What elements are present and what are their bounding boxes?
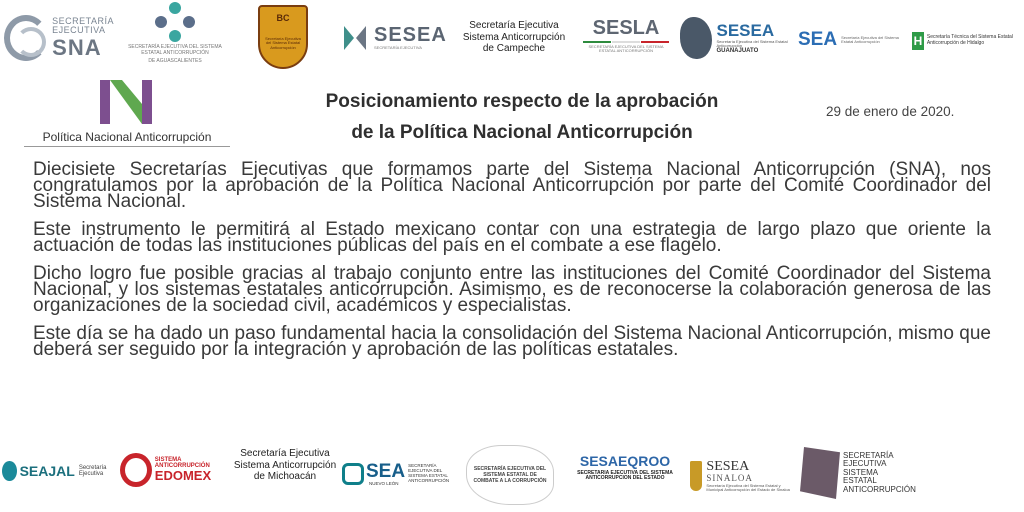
seajal-circle-icon	[2, 461, 17, 481]
title-line2: de la Política Nacional Anticorrupción	[351, 122, 693, 143]
hidalgo-logo	[912, 24, 1022, 58]
paragraph-3: Dicho logro fue posible gracias al trabajo conjunto entre las instituciones del Comité Coordinador del Sistema Nacional, y los sistemas estatales anticorrupción. Asimismo, es de reconocerse la colaboración generosa de las organizaciones de la sociedad civil, académicos y especialistas.	[33, 263, 991, 316]
guanajuato-acronym: SESEA	[716, 20, 775, 40]
sna-line1: SECRETARÍA	[52, 16, 114, 27]
baja-california-logo	[258, 4, 308, 70]
sea-logo	[798, 24, 908, 56]
aguascalientes-state: DE AGUASCALIENTES	[148, 58, 202, 64]
edomex-line1: SISTEMA ANTICORRUPCIÓN	[154, 456, 210, 470]
bc-emblem: BC	[276, 13, 290, 23]
guanajuato-state: GUANAJUATO	[716, 47, 759, 54]
guanajuato-logo	[680, 12, 792, 64]
sesea-logo	[340, 18, 450, 58]
bottom-logo-row	[0, 440, 1024, 512]
sesea-caption: SECRETARÍA EJECUTIVA	[374, 45, 422, 51]
qroo-acronym: SESAEQROO	[579, 453, 671, 469]
sinaloa-caption: Secretaría Ejecutiva del Sistema Estatal y Municipal Anticorrupción del Estado de Sinaloa	[706, 482, 790, 493]
se-sea-logo	[800, 444, 918, 502]
paragraph-4: Este día se ha dado un paso fundamental hacia la consolidación del Sistema Nacional Anticorrupción, mismo que deberá ser seguido por la integración y aprobación de las políticas estatales.	[33, 323, 991, 360]
edomex-line2: EDOMEX	[154, 468, 212, 484]
guanajuato-caption: Secretaría Ejecutiva del Sistema Estatal Anticorrupción	[716, 38, 788, 48]
queretaro-text: SECRETARÍA EJECUTIVA DEL SISTEMA ESTATAL DE COMBATE A LA CORRUPCIÓN	[466, 445, 554, 505]
sesla-acronym: SESLA	[592, 17, 660, 39]
aguascalientes-caption: SECRETARÍA EJECUTIVA DEL SISTEMA ESTATAL ANTICORRUPCIÓN	[128, 44, 222, 56]
hidalgo-h-icon: H	[913, 34, 923, 48]
se-sea-line5: ANTICORRUPCIÓN	[843, 484, 916, 494]
people-circle-icon	[155, 2, 195, 42]
sea-acronym: SEA	[798, 29, 838, 51]
edomex-logo	[120, 450, 230, 490]
sinaloa-state: SINALOA	[706, 473, 753, 484]
nl-caption: SECRETARÍA EJECUTIVA DEL SISTEMA ESTATAL ANTICORRUPCIÓN	[408, 463, 450, 483]
nuevo-leon-logo	[342, 458, 454, 490]
sesla-caption: SECRETARÍA EJECUTIVA DEL SISTEMA ESTATAL ANTICORRUPCIÓN	[588, 44, 664, 54]
se-sea-line4: ESTATAL	[843, 476, 877, 486]
sna-logo	[4, 10, 114, 66]
michoacan-text: Secretaría Ejecutiva Sistema Anticorrupción de Michoacán	[233, 448, 337, 482]
michoacan-logo	[228, 448, 342, 483]
pna-logo	[24, 78, 230, 152]
edomex-ring-icon	[120, 453, 152, 487]
sinaloa-acronym: SESEA	[706, 458, 750, 474]
nl-sub: NUEVO LEÓN	[369, 480, 399, 486]
sesea-hands-icon	[340, 22, 370, 54]
top-logo-row	[0, 0, 1024, 76]
document-date: 29 de enero de 2020.	[826, 104, 955, 119]
pna-caption: Política Nacional Anticorrupción	[42, 130, 212, 144]
seajal-caption: Secretaría Ejecutiva	[78, 464, 107, 477]
campeche-logo	[456, 20, 572, 55]
campeche-text: Secretaría Ejecutiva Sistema Anticorrupción de Campeche	[462, 20, 566, 54]
sesea-acronym: SESEA	[374, 24, 447, 47]
document-title	[264, 86, 780, 148]
sinaloa-logo	[690, 448, 796, 504]
sinaloa-shield-icon	[690, 461, 702, 491]
state-map-icon	[680, 17, 712, 59]
nl-acronym: SEA	[366, 460, 406, 482]
bc-caption: Secretaría Ejecutiva del Sistema Estatal Anticorrupción	[265, 36, 301, 50]
hidalgo-text: Secretaría Técnica del Sistema Estatal Anticorrupción de Hidalgo	[926, 34, 1013, 46]
se-sea-line1: SECRETARÍA	[843, 451, 894, 461]
document-body	[33, 159, 991, 370]
title-line1: Posicionamiento respecto de la aprobación	[325, 91, 719, 112]
pna-divider	[24, 146, 230, 147]
aguascalientes-logo	[120, 2, 230, 72]
se-sea-line3: SISTEMA	[843, 467, 879, 477]
se-sea-line2: EJECUTIVA	[843, 459, 887, 469]
paragraph-2: Este instrumento le permitirá al Estado mexicano contar con una estrategia de largo plazo que oriente la actuación de todas las instituciones públicas del país en el combate a ese flagelo.	[33, 219, 991, 256]
pna-emblem-icon	[98, 78, 154, 126]
sesla-logo	[580, 18, 672, 62]
seajal-acronym: SEAJAL	[19, 462, 75, 479]
paragraph-1: Diecisiete Secretarías Ejecutivas que formamos parte del Sistema Nacional Anticorrupción (SNA), nos congratulamos por la aprobación de la Política Nacional Anticorrupción por parte del Comité Coordinador del Sistema Nacional.	[33, 159, 991, 212]
sea-caption: Secretaría Ejecutiva del Sistema Estatal Anticorrupción	[841, 34, 899, 44]
sna-line2: EJECUTIVA	[52, 25, 106, 36]
seajal-logo	[2, 456, 118, 486]
nl-square-icon	[342, 463, 364, 485]
state-map-icon	[800, 447, 840, 499]
shield-icon	[258, 5, 308, 69]
queretaro-logo	[466, 442, 558, 508]
sna-ring-icon	[4, 15, 48, 61]
qroo-caption: SECRETARIA EJECUTIVA DEL SISTEMA ANTICORRUPCION DEL ESTADO	[577, 469, 673, 481]
sna-acronym: SNA	[52, 34, 102, 60]
quintana-roo-logo	[570, 454, 680, 481]
